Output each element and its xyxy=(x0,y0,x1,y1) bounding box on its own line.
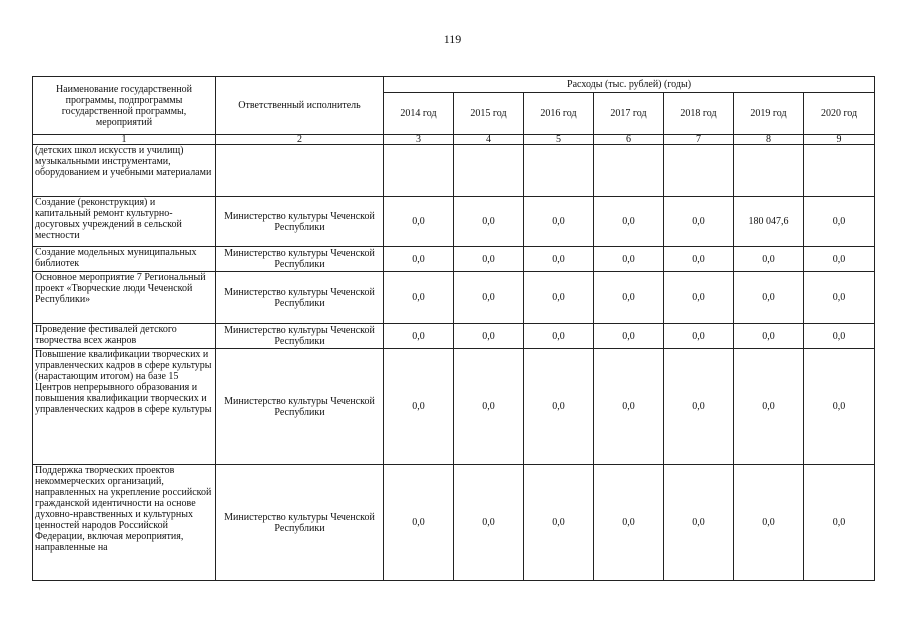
value-cell: 0,0 xyxy=(594,247,664,272)
activity-name: Повышение квалификации творческих и управленческих кадров в сфере культуры (нарастающим итогом) на базе 15 Центров непрерывного образования и повышения квалификации творческих и управленческих кадров в сфере культуры xyxy=(33,349,216,465)
budget-table xyxy=(32,76,875,581)
name-column-header: Наименование государственной программы, подпрограммы государственной программы, мероприятий xyxy=(33,77,216,135)
page-number: 119 xyxy=(443,32,462,46)
value-cell: 0,0 xyxy=(664,324,734,349)
year-header: 2015 год xyxy=(454,93,524,135)
executor-cell: Министерство культуры Чеченской Республики xyxy=(216,349,384,465)
value-cell xyxy=(524,145,594,197)
value-cell xyxy=(594,145,664,197)
value-cell: 0,0 xyxy=(734,349,804,465)
value-cell: 0,0 xyxy=(594,465,664,581)
value-cell: 0,0 xyxy=(804,247,875,272)
value-cell: 0,0 xyxy=(734,272,804,324)
column-index: 1 xyxy=(33,135,216,145)
value-cell: 0,0 xyxy=(804,197,875,247)
value-cell: 0,0 xyxy=(594,349,664,465)
activity-name: Основное мероприятие 7 Региональный проект «Творческие люди Чеченской Республики» xyxy=(33,272,216,324)
value-cell: 0,0 xyxy=(524,349,594,465)
value-cell: 0,0 xyxy=(384,272,454,324)
value-cell: 0,0 xyxy=(594,197,664,247)
column-index: 4 xyxy=(454,135,524,145)
value-cell: 0,0 xyxy=(384,349,454,465)
table-row xyxy=(33,465,875,581)
value-cell: 0,0 xyxy=(734,465,804,581)
value-cell: 0,0 xyxy=(524,197,594,247)
expenses-column-header: Расходы (тыс. рублей) (годы) xyxy=(384,77,875,93)
value-cell: 0,0 xyxy=(524,465,594,581)
value-cell: 0,0 xyxy=(454,465,524,581)
value-cell xyxy=(384,145,454,197)
table-row xyxy=(33,197,875,247)
year-header: 2019 год xyxy=(734,93,804,135)
value-cell xyxy=(734,145,804,197)
value-cell: 0,0 xyxy=(804,349,875,465)
table-row xyxy=(33,145,875,197)
table-row xyxy=(33,272,875,324)
value-cell: 0,0 xyxy=(384,247,454,272)
value-cell: 0,0 xyxy=(524,324,594,349)
column-index: 8 xyxy=(734,135,804,145)
executor-cell: Министерство культуры Чеченской Республики xyxy=(216,247,384,272)
column-index: 9 xyxy=(804,135,875,145)
activity-name: Создание (реконструкция) и капитальный ремонт культурно-досуговых учреждений в сельской местности xyxy=(33,197,216,247)
value-cell: 0,0 xyxy=(454,247,524,272)
activity-name: (детских школ искусств и училищ) музыкальными инструментами, оборудованием и учебными материалами xyxy=(33,145,216,197)
value-cell: 0,0 xyxy=(454,349,524,465)
column-index: 5 xyxy=(524,135,594,145)
value-cell: 0,0 xyxy=(384,465,454,581)
value-cell: 0,0 xyxy=(664,247,734,272)
year-header: 2018 год xyxy=(664,93,734,135)
executor-cell xyxy=(216,145,384,197)
value-cell: 0,0 xyxy=(664,197,734,247)
value-cell: 0,0 xyxy=(734,247,804,272)
value-cell: 0,0 xyxy=(804,272,875,324)
value-cell xyxy=(664,145,734,197)
table-row xyxy=(33,247,875,272)
column-index: 7 xyxy=(664,135,734,145)
header-row-1 xyxy=(33,77,875,93)
year-header: 2020 год xyxy=(804,93,875,135)
executor-cell: Министерство культуры Чеченской Республики xyxy=(216,197,384,247)
value-cell: 0,0 xyxy=(734,324,804,349)
executor-column-header: Ответственный исполнитель xyxy=(216,77,384,135)
activity-name: Создание модельных муниципальных библиотек xyxy=(33,247,216,272)
column-index-row xyxy=(33,135,875,145)
year-header: 2017 год xyxy=(594,93,664,135)
value-cell: 0,0 xyxy=(594,324,664,349)
value-cell xyxy=(454,145,524,197)
year-header: 2014 год xyxy=(384,93,454,135)
value-cell: 0,0 xyxy=(664,465,734,581)
value-cell: 0,0 xyxy=(804,324,875,349)
executor-cell: Министерство культуры Чеченской Республики xyxy=(216,324,384,349)
table-row xyxy=(33,349,875,465)
value-cell xyxy=(804,145,875,197)
column-index: 6 xyxy=(594,135,664,145)
year-header: 2016 год xyxy=(524,93,594,135)
executor-cell: Министерство культуры Чеченской Республики xyxy=(216,272,384,324)
activity-name: Проведение фестивалей детского творчества всех жанров xyxy=(33,324,216,349)
value-cell: 0,0 xyxy=(664,349,734,465)
value-cell: 0,0 xyxy=(384,197,454,247)
value-cell: 0,0 xyxy=(384,324,454,349)
value-cell: 0,0 xyxy=(454,272,524,324)
value-cell: 180 047,6 xyxy=(734,197,804,247)
table-row xyxy=(33,324,875,349)
value-cell: 0,0 xyxy=(524,247,594,272)
value-cell: 0,0 xyxy=(804,465,875,581)
activity-name: Поддержка творческих проектов некоммерческих организаций, направленных на укрепление российской гражданской идентичности на основе духовно-нравственных и культурных ценностей народов Российской Федерации, включая мероприятия, направленные на xyxy=(33,465,216,581)
value-cell: 0,0 xyxy=(594,272,664,324)
column-index: 2 xyxy=(216,135,384,145)
executor-cell: Министерство культуры Чеченской Республики xyxy=(216,465,384,581)
value-cell: 0,0 xyxy=(664,272,734,324)
value-cell: 0,0 xyxy=(524,272,594,324)
value-cell: 0,0 xyxy=(454,324,524,349)
value-cell: 0,0 xyxy=(454,197,524,247)
column-index: 3 xyxy=(384,135,454,145)
